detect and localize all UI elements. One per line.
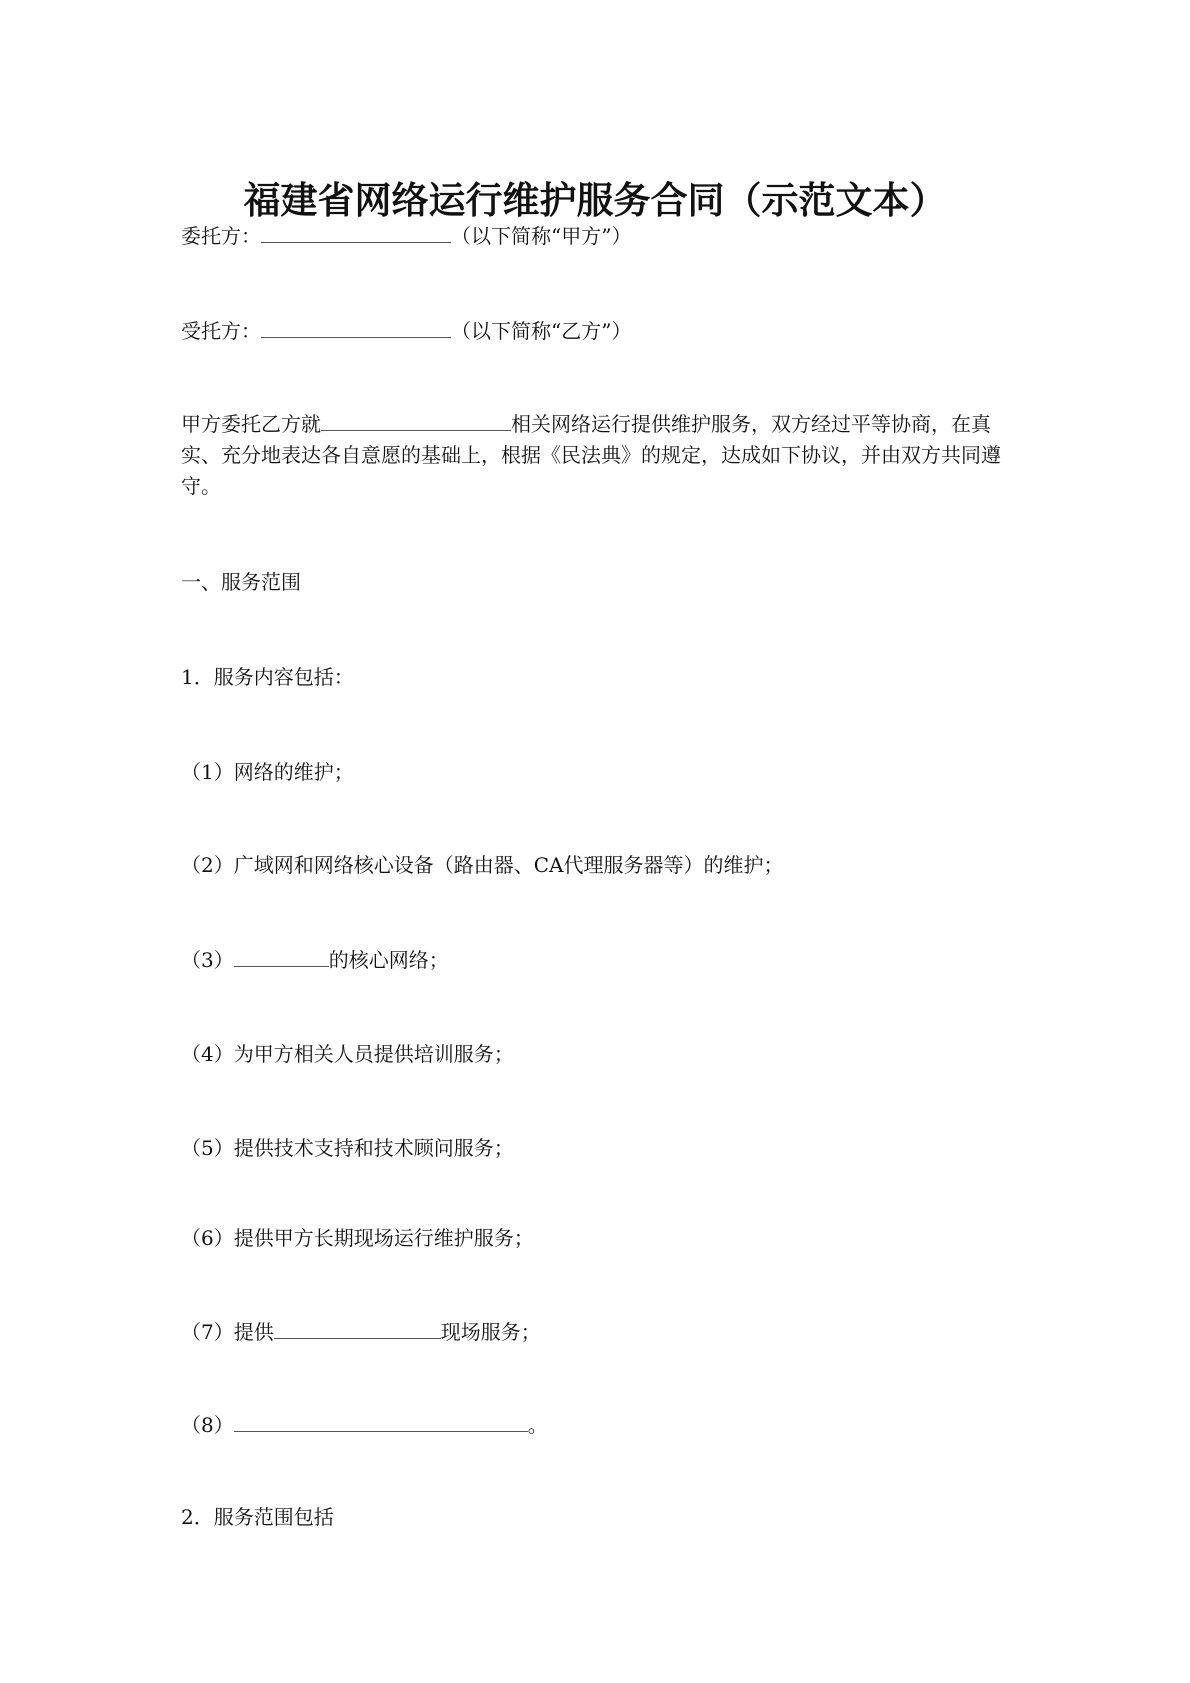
- item-1: （1）网络的维护；: [181, 760, 354, 784]
- item-3-blank[interactable]: [234, 946, 329, 967]
- party-b-label: 受托方：: [181, 319, 261, 343]
- party-b-line: [181, 316, 631, 346]
- party-a-suffix: （以下简称“甲方”）: [451, 224, 632, 248]
- item-7: [181, 1317, 541, 1347]
- party-a-label: 委托方：: [181, 224, 261, 248]
- item-7-suffix: 现场服务；: [440, 1320, 541, 1344]
- document-title: 福建省网络运行维护服务合同（示范文本）: [243, 179, 947, 222]
- party-b-suffix: （以下简称“乙方”）: [451, 319, 632, 343]
- item-5: （5）提供技术支持和技术顾问服务；: [181, 1136, 514, 1160]
- item-8: [181, 1410, 548, 1440]
- preamble-blank[interactable]: [321, 410, 511, 431]
- party-a-blank[interactable]: [261, 222, 451, 243]
- item-6: （6）提供甲方长期现场运行维护服务；: [181, 1226, 534, 1250]
- preamble-text-start: 甲方委托乙方就: [181, 412, 321, 436]
- party-a-line: [181, 221, 631, 251]
- item-7-prefix: （7）提供: [181, 1320, 274, 1344]
- party-b-blank[interactable]: [261, 317, 451, 338]
- item-3-suffix: 的核心网络；: [328, 948, 449, 972]
- item-7-blank[interactable]: [274, 1318, 441, 1339]
- item-8-blank[interactable]: [234, 1411, 528, 1432]
- section-1-heading: 一、服务范围: [181, 570, 301, 594]
- item-8-prefix: （8）: [181, 1413, 234, 1437]
- preamble-text-end: 相关网络运行提供维护服务，双方经过平等协商，在真实、充分地表达各自意愿的基础上，根据《民法典》的规定，达成如下协议，并由双方共同遵守。: [181, 412, 1001, 498]
- item-8-suffix: 。: [527, 1413, 548, 1437]
- item-2: （2）广域网和网络核心设备（路由器、CA代理服务器等）的维护；: [181, 853, 784, 877]
- preamble-paragraph: [181, 409, 1015, 502]
- clause-2-heading: 2．服务范围包括: [181, 1505, 334, 1529]
- clause-1-heading: 1．服务内容包括：: [181, 665, 354, 689]
- item-4: （4）为甲方相关人员提供培训服务；: [181, 1042, 514, 1066]
- item-3: [181, 945, 449, 975]
- item-3-prefix: （3）: [181, 948, 234, 972]
